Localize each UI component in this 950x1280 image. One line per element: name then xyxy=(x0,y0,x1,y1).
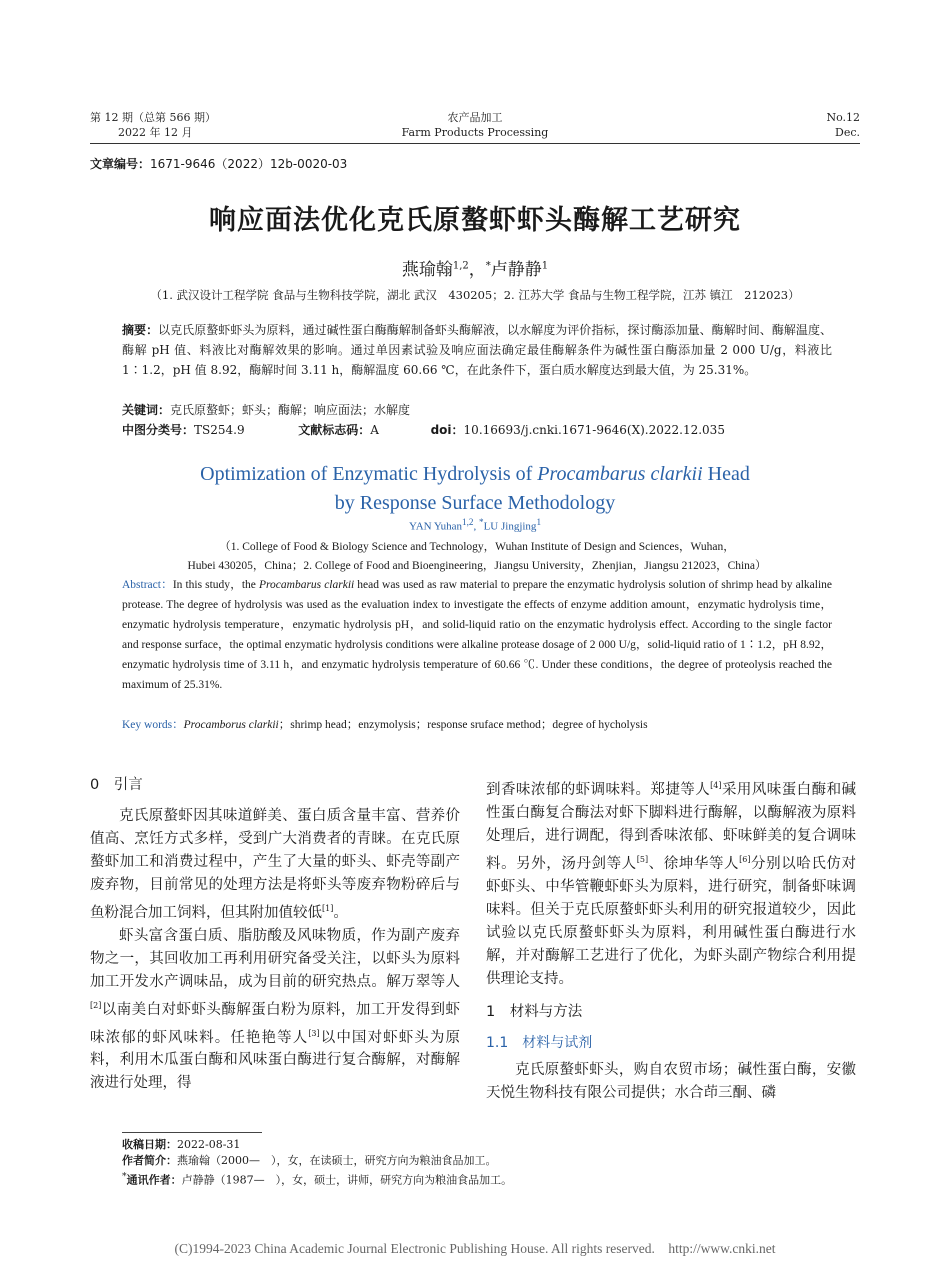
header-no: No.12 xyxy=(826,111,860,124)
citation-4[interactable]: [4] xyxy=(710,781,722,790)
cn-keywords-label: 关键词： xyxy=(122,403,171,417)
en-abstract-text-pre: In this study，the xyxy=(172,579,259,591)
en-abstract-species: Procambarus clarkii xyxy=(258,579,355,591)
classification-line xyxy=(122,420,832,440)
intro-p1-text: 克氏原螯虾因其味道鲜美、蛋白质含量丰富、营养价值高、烹饪方式多样，受到广大消费者的青睐。在克氏原螯虾加工和消费过程中，产生了大量的虾头、虾壳等副产废弃物，目前常见的处理方法是将虾头等废弃物粉碎后与鱼粉混合加工饲料，但其附加值较低 xyxy=(90,808,460,921)
author-separator: ， xyxy=(468,260,486,280)
corresponding-mark: * xyxy=(485,260,491,272)
header-issue-number: 第 12 期（总第 566 期） xyxy=(90,111,216,124)
en-title-part1: Optimization of Enzymatic Hydrolysis of xyxy=(200,463,538,485)
en-keywords xyxy=(122,716,832,732)
en-keywords-species: Procamborus clarkii xyxy=(183,719,279,731)
en-title-line2: by Response Surface Methodology xyxy=(334,492,616,514)
author-bio xyxy=(122,1153,862,1169)
article-number xyxy=(90,155,347,172)
intro-r1-part-d: 分别以哈氏仿对虾虾头、中华管鞭虾虾头为原料，进行研究，制备虾味调味料。但关于克氏原螯虾虾头利用的研究报道较少，因此试验以克氏原螯虾虾头为原料，利用碱性蛋白酶进行水解，并对酶解工艺进行了优化，为虾头副产物综合利用提供理论支持。 xyxy=(486,855,857,987)
footnote-rule xyxy=(122,1132,262,1133)
doi-value[interactable]: 10.16693/j.cnki.1671-9646(X).2022.12.035 xyxy=(463,423,725,437)
intro-p1-end: 。 xyxy=(333,904,348,921)
corr-label: 通讯作者： xyxy=(126,1173,182,1187)
header-right xyxy=(826,110,860,140)
citation-2[interactable]: [2] xyxy=(90,1000,102,1010)
citation-1[interactable]: [1] xyxy=(322,904,334,913)
cn-authors xyxy=(0,255,950,280)
header-month: Dec. xyxy=(835,126,860,139)
materials-paragraph: 克氏原螯虾虾头，购自农贸市场；碱性蛋白酶，安徽天悦生物科技有限公司提供；水合茚三酮、磷 xyxy=(486,1061,856,1101)
doc-code-value: A xyxy=(370,423,379,437)
en-affiliation-line2: Hubei 430205，China；2. College of Food and Bioengineering，Jiangsu University，Zhenjian，Jiangsu 212023，China） xyxy=(187,560,767,572)
en-keywords-label: Key words： xyxy=(122,719,184,731)
cn-abstract-label: 摘要： xyxy=(122,323,159,337)
cn-affiliation: （1. 武汉设计工程学院 食品与生物科技学院，湖北 武汉 430205；2. 江苏大学 食品与生物工程学院，江苏 镇江 212023） xyxy=(150,288,800,302)
citation-3[interactable]: [3] xyxy=(308,1028,320,1038)
clc-label: 中图分类号： xyxy=(122,423,195,437)
received-value: 2022-08-31 xyxy=(177,1138,241,1151)
header-journal-en: Farm Products Processing xyxy=(401,126,549,139)
author-1-affil-mark: 1,2 xyxy=(452,260,469,272)
en-affiliation xyxy=(122,538,832,576)
body-column-left xyxy=(90,774,460,1095)
en-title-species: Procambarus clarkii xyxy=(537,463,703,485)
section-1-heading: 1 材料与方法 xyxy=(486,1003,583,1020)
en-keywords-text: ；shrimp head；enzymolysis；response sruface method；degree of hycholysis xyxy=(278,719,648,731)
intro-paragraph-1 xyxy=(90,805,460,925)
author-2: 卢静静 xyxy=(490,260,542,280)
corr-value: 卢静静（1987— ），女，硕士，讲师，研究方向为粮油食品加工。 xyxy=(181,1173,513,1187)
en-corresponding-mark: * xyxy=(478,517,484,527)
cn-abstract xyxy=(122,320,832,380)
en-title-part2: Head xyxy=(702,463,750,485)
en-affiliation-line1: （1. College of Food & Biology Science and Technology，Wuhan Institute of Design and Sciences，Wuhan， xyxy=(219,541,735,553)
intro-r1-part-a: 到香味浓郁的虾调味料。郑捷等人 xyxy=(486,781,711,798)
header-rule xyxy=(90,143,860,144)
corresponding-author xyxy=(122,1169,862,1189)
section-0-heading: 0 引言 xyxy=(90,777,143,793)
clc-value: TS254.9 xyxy=(194,423,245,437)
author-bio-value: 燕瑜翰（2000— ），女，在读硕士，研究方向为粮油食品加工。 xyxy=(177,1154,497,1167)
intro-p2-part-c: 以中国对虾虾头为原料，利用木瓜蛋白酶和风味蛋白酶进行复合酶解，对酶解液进行处理，得 xyxy=(90,1029,460,1092)
header-date: 2022 年 12 月 xyxy=(118,126,193,139)
doi-label: doi： xyxy=(430,423,464,437)
citation-6[interactable]: [6] xyxy=(739,854,751,864)
en-author-2-affil-mark: 1 xyxy=(536,517,542,527)
footnotes xyxy=(122,1137,862,1189)
en-author-separator: , xyxy=(473,520,479,533)
author-1: 燕瑜翰 xyxy=(401,260,453,280)
en-title xyxy=(0,460,950,518)
en-abstract xyxy=(122,575,832,695)
article-number-value: 1671-9646（2022）12b-0020-03 xyxy=(150,157,348,171)
received-date xyxy=(122,1137,862,1153)
citation-5[interactable]: [5] xyxy=(636,854,649,864)
en-abstract-label: Abstract： xyxy=(122,579,173,591)
page-title: 响应面法优化克氏原螯虾虾头酶解工艺研究 xyxy=(209,205,741,236)
en-author-2: LU Jingjing xyxy=(483,520,537,533)
copyright-footer: (C)1994-2023 China Academic Journal Electronic Publishing House. All rights reserved. http://www.cnki.net xyxy=(174,1241,776,1256)
received-label: 收稿日期： xyxy=(122,1138,177,1151)
intro-p2-part-b: 以南美白对虾虾头酶解蛋白粉为原料，加工开发得到虾味浓郁的虾风味料。任艳艳等人 xyxy=(90,1001,460,1046)
cn-keywords-text: 克氏原螯虾；虾头；酶解；响应面法；水解度 xyxy=(170,403,411,417)
header-journal-cn: 农产品加工 xyxy=(447,111,503,124)
intro-p2-part-a: 虾头富含蛋白质、脂肪酸及风味物质，作为副产废弃物之一，其回收加工再利用研究备受关注，以虾头为原料加工开发水产调味品，成为目前的研究热点。解万翠等人 xyxy=(90,927,460,990)
intro-r1-part-b: 采用风味蛋白酶和碱性蛋白酶复合酶法对虾下脚料进行酶解，以酶解液为原料处理后，进行调配，得到香味浓郁、虾味鲜美的复合调味料。另外，汤丹剑等人 xyxy=(486,781,857,872)
article-number-label: 文章编号： xyxy=(90,157,151,171)
body-column-right xyxy=(486,774,856,1105)
author-bio-label: 作者简介： xyxy=(122,1154,177,1167)
en-author-1: YAN Yuhan xyxy=(408,520,463,533)
cn-abstract-text: 以克氏原螯虾虾头为原料，通过碱性蛋白酶酶解制备虾头酶解液，以水解度为评价指标，探讨酶添加量、酶解时间、酶解温度、酶解 pH 值、料液比对酶解效果的影响。通过单因素试验及响应面法确定最佳酶解条件为碱性蛋白酶添加量 2 000 U/g，料液比 1∶1.2，pH 值 8.92，酶解时间 3.11 h，酶解温度 60.66 ℃，在此条件下，蛋白质水解度达到最大值，为 25.31%。 xyxy=(122,323,832,377)
en-authors xyxy=(0,517,950,533)
cn-keywords xyxy=(122,400,832,420)
en-abstract-text-post: head was used as raw material to prepare the enzymatic hydrolysis solution of shrimp head by alkaline protease. The degree of hydrolysis was used as the evaluation index to investigate the effects of enzyme addition amount，enzymatic hydrolysis time，enzymatic hydrolysis temperature，enzymatic hydrolysis pH，and solid-liquid ratio on the enzymatic hydrolysis effect. According to the single factor and response surface，the optimal enzymatic hydrolysis conditions were alkaline protease dosage of 2 000 U/g，solid-liquid ratio of 1∶1.2，pH 8.92，enzymatic hydrolysis time of 3.11 h，and enzymatic hydrolysis temperature of 60.66 ℃. Under these conditions，the degree of proteolysis reached the maximum of 25.31%. xyxy=(122,579,832,691)
en-title-line1 xyxy=(0,460,950,489)
intro-r1-part-c: 、徐坤华等人 xyxy=(648,855,740,872)
doc-code-label: 文献标志码： xyxy=(298,423,371,437)
intro-paragraph-2 xyxy=(90,925,460,1096)
en-author-1-affil-mark: 1,2 xyxy=(462,517,474,527)
corr-mark: * xyxy=(122,1171,127,1182)
intro-paragraph-2-cont xyxy=(486,774,856,991)
header-journal xyxy=(0,110,950,140)
section-1-1-heading: 1.1 材料与试剂 xyxy=(486,1034,593,1051)
author-2-affil-mark: 1 xyxy=(541,260,549,272)
